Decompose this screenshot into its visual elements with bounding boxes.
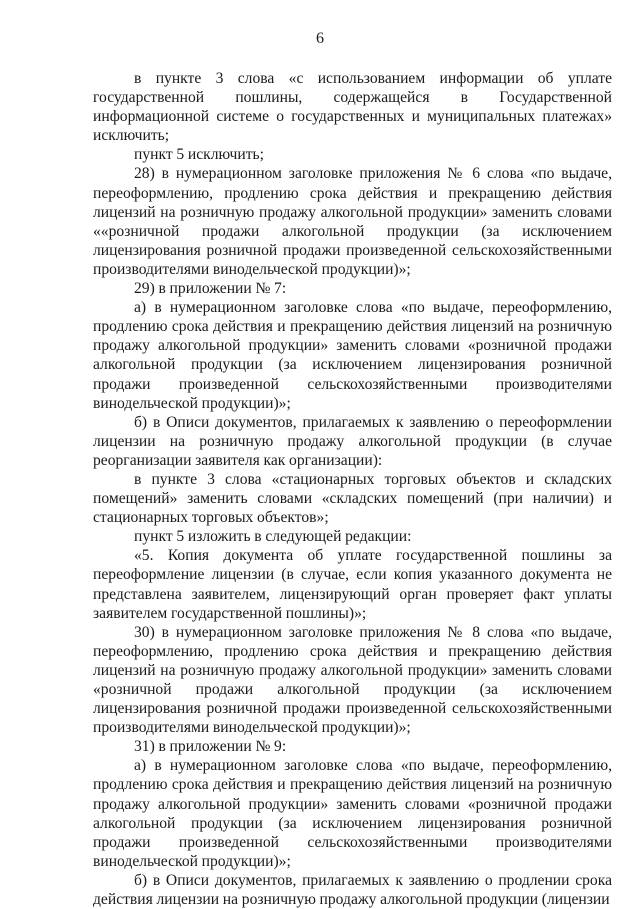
paragraph-29-b-item-3: в пункте 3 слова «стационарных торговых объектов и складских помещений» заменить словами «складских помещений (при наличии) и стационарных торговых объектов»;: [93, 470, 612, 527]
paragraph-31-b: б) в Описи документов, прилагаемых к заявлению о продлении срока действия лицензии на розничную продажу алкогольной продукции (лицензии: [93, 871, 612, 909]
paragraph-29-b-item-5: пункт 5 изложить в следующей редакции:: [134, 528, 412, 546]
paragraph-item-3-title-amendment: в пункте 3 слова «с использованием информации об уплате государственной пошлины, содержащейся в Государственной информационной системе о государственных и муниципальных платежах» исключить;: [93, 70, 612, 145]
document-body: [93, 69, 612, 909]
paragraph-item-5-exclude: пункт 5 исключить;: [134, 146, 264, 164]
paragraph-30: 30) в нумерационном заголовке приложения № 8 слова «по выдаче, переоформлению, продлению срока действия и прекращению действия лицензий на розничную продажу алкогольной продукции» заменить словами «розничной продажи алкогольной продукции (за исключением лицензирования розничной продажи произведенной сельскохозяйственными производителями винодельческой продукции)»;: [93, 623, 612, 737]
paragraph-29-b-item-5-text: «5. Копия документа об уплате государственной пошлины за переоформление лицензии (в случае, если копия указанного документа не представлена заявителем, лицензирующий орган проверяет факт уплаты заявителем государственной пошлины)»;: [93, 547, 612, 622]
paragraph-29-b: б) в Описи документов, прилагаемых к заявлению о переоформлении лицензии на розничную продажу алкогольной продукции (в случае реорганизации заявителя как организации):: [93, 413, 612, 469]
paragraph-29-a: а) в нумерационном заголовке слова «по выдаче, переоформлению, продлению срока действия и прекращению действия лицензий на розничную продажу алкогольной продукции» заменить словами «розничной продажи алкогольной продукции (за исключением лицензирования розничной продажи произведенной сельскохозяйственными производителями винодельческой продукции)»;: [93, 299, 612, 412]
paragraph-28: 28) в нумерационном заголовке приложения № 6 слова «по выдаче, переоформлению, продлению срока действия и прекращению действия лицензий на розничную продажу алкогольной продукции» заменить словами ««розничной продажи алкогольной продукции (за исключением лицензирования розничной продажи произведенной сельскохозяйственными производителями винодельческой продукции)»;: [93, 165, 612, 278]
page-number: 6: [316, 30, 324, 47]
paragraph-29: 29) в приложении № 7:: [134, 280, 287, 298]
paragraph-31: 31) в приложении № 9:: [134, 738, 287, 756]
paragraph-31-a: а) в нумерационном заголовке слова «по выдаче, переоформлению, продлению срока действия и прекращению действия лицензий на розничную продажу алкогольной продукции» заменить словами «розничной продажи алкогольной продукции (за исключением лицензирования розничной продажи произведенной сельскохозяйственными производителями винодельческой продукции)»;: [93, 757, 612, 870]
